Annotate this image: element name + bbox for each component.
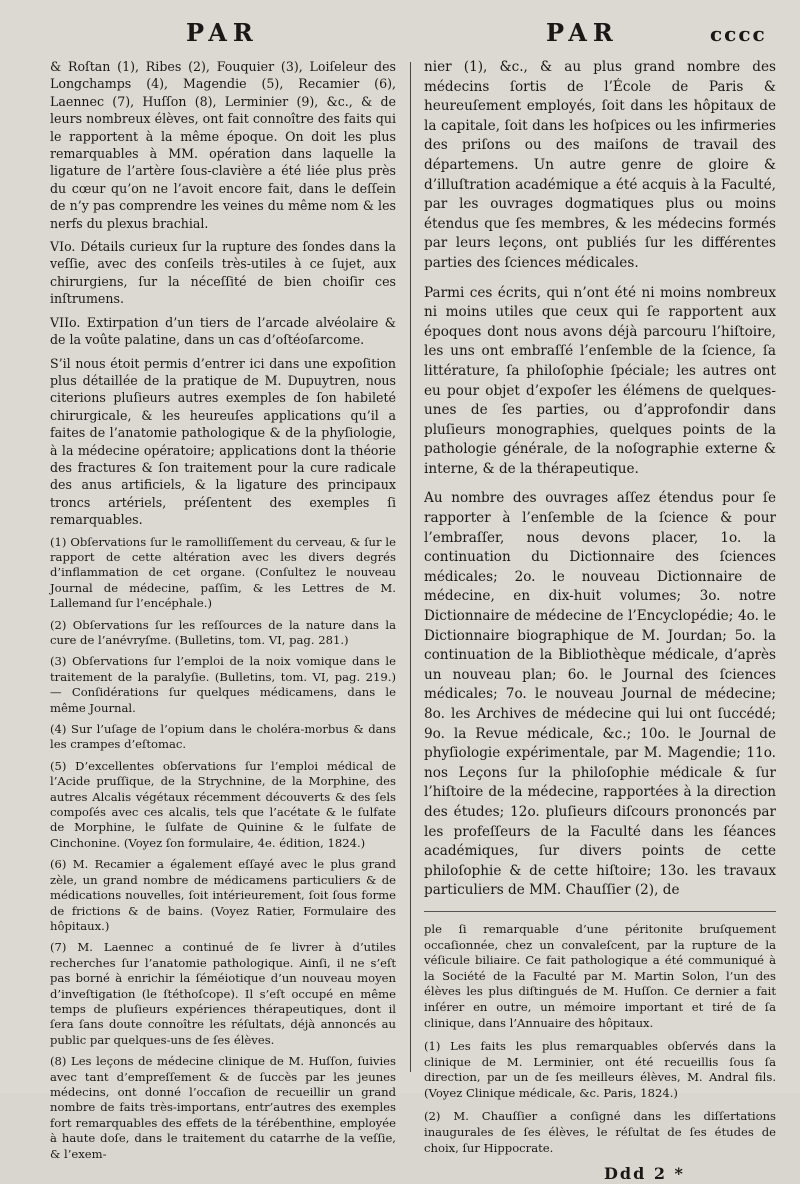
- right-paragraph: Au nombre des ouvrages aſſez étendus pour ſe rapporter à l’enſemble de la ſcience & pour l’embraſſer, nous devons placer, 1o. la continuation du Dictionnaire des ſciences médicales; 2o. le nouveau Dictionnaire de médecine, en dix-huit volumes; 3o. notre Dictionnaire de médecine de l’Encyclopédie; 4o. le Dictionnaire biographique de M. Jourdan; 5o. la continuation de la Bibliothèque médicale, d’après un nouveau plan; 6o. le Journal des ſciences médicales; 7o. le nouveau Journal de médecine; 8o. les Archives de médecine qui lui ont ſuccédé; 9o. la Revue médicale, &c.; 10o. le Journal de phyſiologie expérimentale, par M. Magendie; 11o. nos Leçons ſur la philoſophie médicale & ſur l’hiſtoire de la médecine, rapportées à la direction des études; 12o. pluſieurs diſcours prononcés par les profeſſeurs de la Faculté dans les ſéances académiques, ſur divers points de cette philoſophie & de cette hiſtoire; 13o. les travaux particuliers de MM. Chauſſier (2), de: [424, 490, 776, 899]
- column-divider: [410, 62, 411, 1072]
- left-paragraph: VIo. Détails curieux ſur la rupture des ſondes dans la veſſie, avec des conſeils très-utiles à ce ſujet, aux chirurgiens, ſur la néceſſité de bien choiſir ces inſtrumens.: [50, 239, 396, 307]
- left-paragraph: & Roſtan (1), Ribes (2), Fouquier (3), Loiſeleur des Longchamps (4), Magendie (5), Recamier (6), Laennec (7), Huſſon (8), Lerminier (9), &c., & de leurs nombreux élèves, ont fait connoître des faits qui le rapportent à la même époque. On doit les plus remarquables à MM. opération dans laquelle la ligature de l’artère ſous-clavière a été liée plus près du cœur qu’on ne l’avoit encore fait, dans le deſſein de n’y pas comprendre les veines du même nom & les nerfs du plexus brachial.: [50, 59, 396, 231]
- left-footnote: (8) Les leçons de médecine clinique de M. Huſſon, ſuivies avec tant d’empreſſement & de ſuccès par les jeunes médecins, ont donné l’occaſion de recueillir un grand nombre de faits très-importans, entr’autres des exemples fort remarquables des effets de la térébenthine, employée à haute doſe, dans le traitement du catarrhe de la veſſie, & l’exem-: [50, 1054, 396, 1161]
- left-footnote: (7) M. Laennec a continué de ſe livrer à d’utiles recherches ſur l’anatomie pathologique. Ainſi, il ne s’eſt pas borné à enrichir la ſéméiotique d’un nouveau moyen d’inveſtigation (le ſtéthoſcope). Il s’eſt occupé en même temps de pluſieurs expériences thérapeutiques, dont il ſera ſans doute connoître les réſultats, déjà annoncés au public par quelques-uns de ſes élèves.: [50, 940, 396, 1047]
- right-footnote: (1) Les faits les plus remarquables obſervés dans la clinique de M. Lerminier, ont été recueillis ſous ſa direction, par un de ſes meilleurs élèves, M. Andral fils. (Voyez Clinique médicale, &c. Paris, 1824.): [424, 1039, 776, 1100]
- right-column: [424, 58, 776, 1184]
- right-paragraph: nier (1), &c., & au plus grand nombre des médecins ſortis de l’École de Paris & heureuſement employés, ſoit dans les hôpitaux de la capitale, ſoit dans les hoſpices ou les infirmeries des priſons ou des maiſons de travail des départemens. Un autre genre de gloire & d’illuſtration académique a été acquis à la Faculté, par les ouvrages dogmatiques plus ou moins étendus que ſes membres, & les médecins formés par leurs leçons, ont publiés ſur les différentes parties des ſciences médicales.: [424, 59, 776, 271]
- left-footnote: (3) Obſervations ſur l’emploi de la noix vomique dans le traitement de la paralyſie. (Bulletins, tom. VI, pag. 219.) — Conſidérations ſur quelques médicamens, dans le même Journal.: [50, 654, 396, 715]
- signature-mark: Ddd 2 *: [604, 1164, 685, 1184]
- right-footnote: ple ſi remarquable d’une péritonite bruſquement occaſionnée, chez un convaleſcent, par la rupture de la véſicule biliaire. Ce fait pathologique a été communiqué à la Société de la Faculté par M. Martin Solon, l’un des élèves les plus diſtingués de M. Huſſon. Ce dernier a fait inſérer en outre, un mémoire important et tiré de ſa clinique, dans l’Annuaire des hôpitaux.: [424, 921, 776, 1030]
- left-paragraph: VIIo. Extirpation d’un tiers de l’arcade alvéolaire & de la voûte palatine, dans un cas d’oſtéoſarcome.: [50, 314, 396, 348]
- left-paragraph: S’il nous étoit permis d’entrer ici dans une expoſition plus détaillée de la pratique de M. Dupuytren, nous citerions pluſieurs autres exemples de ſon habileté chirurgicale, & les heureuſes applications qu’il a faites de l’anatomie pathologique & de la phyſiologie, à la médecine opératoire; applications dont la théorie des fractures & ſon traitement pour la cure radicale des anus artificiels, & la ligature des principaux troncs artériels, préſentent des exemples ſi remarquables.: [50, 355, 396, 528]
- left-footnote: (4) Sur l’uſage de l’opium dans le choléra-morbus & dans les crampes d’eſtomac.: [50, 722, 396, 752]
- footnote-separator: [424, 911, 776, 912]
- right-paragraph: Parmi ces écrits, qui n’ont été ni moins nombreux ni moins utiles que ceux qui ſe rapportent aux époques dont nous avons déjà parcouru l’hiſtoire, les uns ont embraſſé l’enſemble de la ſcience, ſa littérature, ſa philoſophie ſpéciale; les autres ont eu pour objet d’expoſer les élémens de quelques-unes de ſes parties, ou d’approfondir dans pluſieurs monographies, quelques points de la pathologie générale, de la noſographie externe & interne, & de la thérapeutique.: [424, 284, 776, 477]
- right-footnote: (2) M. Chauſſier a conſigné dans les diſſertations inaugurales de ſes élèves, le réſultat de ſes études de choix, ſur Hippocrate.: [424, 1109, 776, 1155]
- left-column: [50, 58, 396, 1168]
- running-head-left: PAR: [186, 18, 259, 47]
- page-folio: cccc: [710, 22, 767, 46]
- left-footnote: (2) Obſervations ſur les reſſources de la nature dans la cure de l’anévryſme. (Bulletins, tom. VI, pag. 281.): [50, 617, 396, 647]
- left-footnote: (5) D’excellentes obſervations ſur l’emploi médical de l’Acide pruſſique, de la Strychnine, de la Morphine, des autres Alcalis végétaux récemment découverts & des ſels compoſés avec ces alcalis, tels que l’acétate & le ſulfate de Morphine, le ſulfate de Quinine & le ſulfate de Cinchonine. (Voyez ſon formulaire, 4e. édition, 1824.): [50, 758, 396, 850]
- running-head-right: PAR: [546, 18, 619, 47]
- left-footnote: (6) M. Recamier a également eſſayé avec le plus grand zèle, un grand nombre de médicamens particuliers & de médications nouvelles, ſoit intérieurement, ſoit ſous forme de frictions & de bains. (Voyez Ratier, Formulaire des hôpitaux.): [50, 857, 396, 933]
- left-footnote: (1) Obſervations ſur le ramolliſſement du cerveau, & ſur le rapport de cette altération avec les divers degrés d’inflammation de cet organe. (Conſultez le nouveau Journal de médecine, paſſim, & les Lettres de M. Lallemand ſur l’encéphale.): [50, 534, 396, 611]
